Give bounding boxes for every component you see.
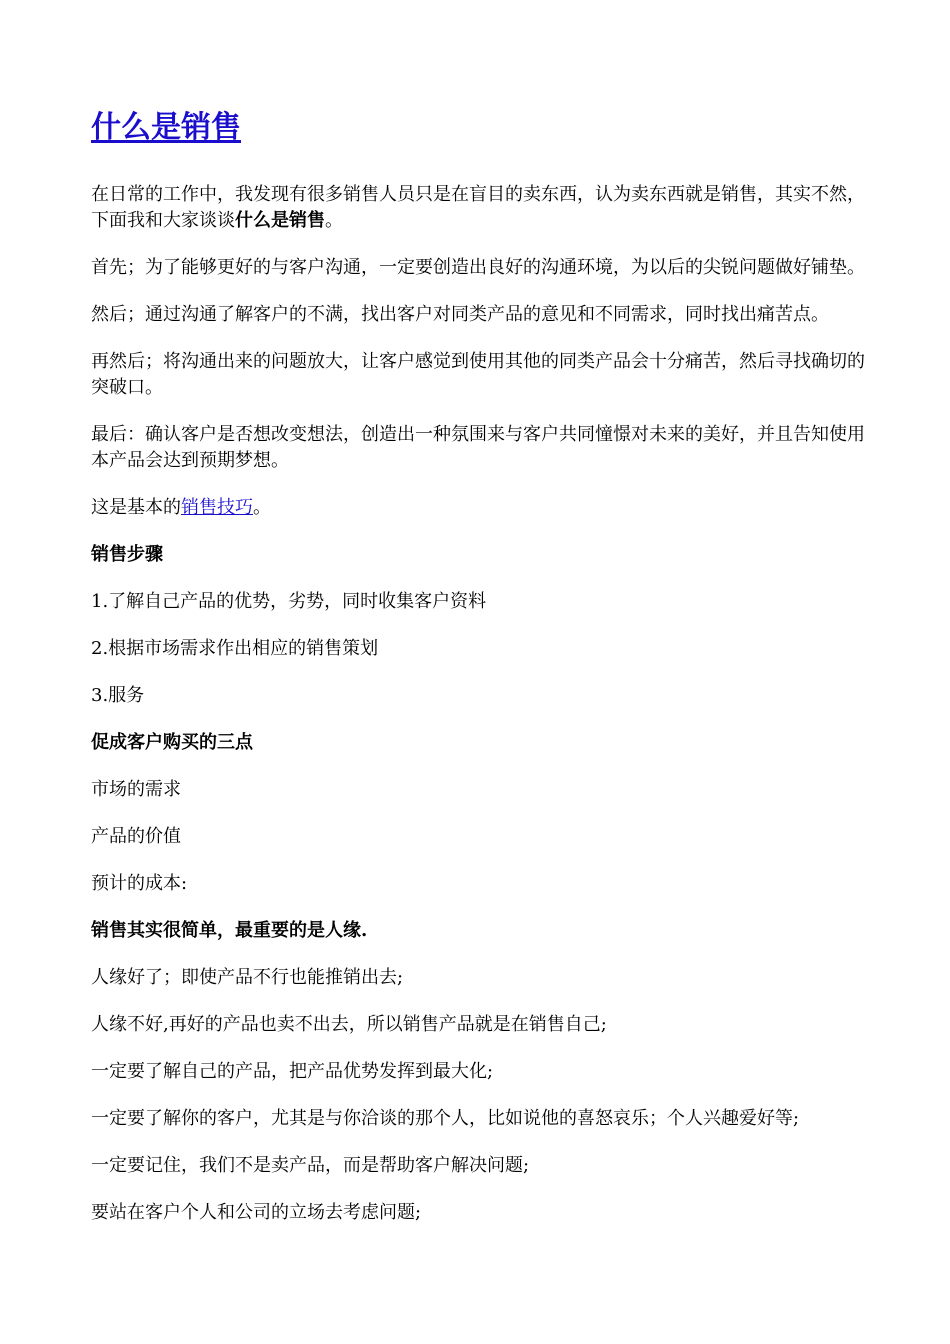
steps-heading: 销售步骤 bbox=[91, 544, 163, 565]
tip-item: 一定要了解自己的产品，把产品优势发挥到最大化; bbox=[91, 1061, 494, 1082]
step-item: 2.根据市场需求作出相应的销售策划 bbox=[91, 638, 379, 659]
tip-item: 要站在客户个人和公司的立场去考虑问题; bbox=[91, 1202, 422, 1223]
three-point-item: 产品的价值 bbox=[91, 826, 181, 847]
paragraph-finally: 最后：确认客户是否想改变想法，创造出一种氛围来与客户共同憧憬对未来的美好，并且告知使用本产品会达到预期梦想。 bbox=[91, 424, 865, 471]
three-point-item: 市场的需求 bbox=[91, 779, 181, 800]
intro-end: 。 bbox=[325, 210, 343, 231]
step-item: 1.了解自己产品的优势，劣势，同时收集客户资料 bbox=[91, 591, 487, 612]
intro-bold-term: 什么是销售 bbox=[235, 210, 325, 231]
page-title bbox=[91, 108, 881, 148]
tip-item: 一定要了解你的客户，尤其是与你洽谈的那个人，比如说他的喜怒哀乐；个人兴趣爱好等; bbox=[91, 1108, 800, 1129]
paragraph-then-again: 再然后；将沟通出来的问题放大，让客户感觉到使用其他的同类产品会十分痛苦，然后寻找确切的突破口。 bbox=[91, 351, 865, 398]
basic-prefix: 这是基本的 bbox=[91, 497, 181, 518]
paragraph-then: 然后；通过沟通了解客户的不满，找出客户对同类产品的意见和不同需求，同时找出痛苦点。 bbox=[91, 304, 829, 325]
basic-paragraph bbox=[91, 495, 881, 521]
three-point-item: 预计的成本: bbox=[91, 873, 188, 894]
tip-item: 人缘不好,再好的产品也卖不出去，所以销售产品就是在销售自己; bbox=[91, 1014, 607, 1035]
document-page bbox=[91, 108, 881, 1247]
paragraph-first: 首先；为了能够更好的与客户沟通，一定要创造出良好的沟通环境，为以后的尖锐问题做好铺垫。 bbox=[91, 257, 865, 278]
intro-paragraph bbox=[91, 182, 881, 234]
intro-text: 在日常的工作中，我发现有很多销售人员只是在盲目的卖东西，认为卖东西就是销售，其实不然，下面我和大家谈谈 bbox=[91, 184, 865, 231]
simple-heading: 销售其实很简单，最重要的是人缘. bbox=[91, 920, 368, 941]
basic-suffix: 。 bbox=[253, 497, 271, 518]
tip-item: 一定要记住，我们不是卖产品，而是帮助客户解决问题; bbox=[91, 1155, 530, 1176]
three-points-heading: 促成客户购买的三点 bbox=[91, 732, 253, 753]
step-item: 3.服务 bbox=[91, 685, 145, 706]
tip-item: 人缘好了；即使产品不行也能推销出去; bbox=[91, 967, 404, 988]
title-link[interactable]: 什么是销售 bbox=[91, 110, 241, 145]
sales-skills-link[interactable]: 销售技巧 bbox=[181, 497, 253, 518]
